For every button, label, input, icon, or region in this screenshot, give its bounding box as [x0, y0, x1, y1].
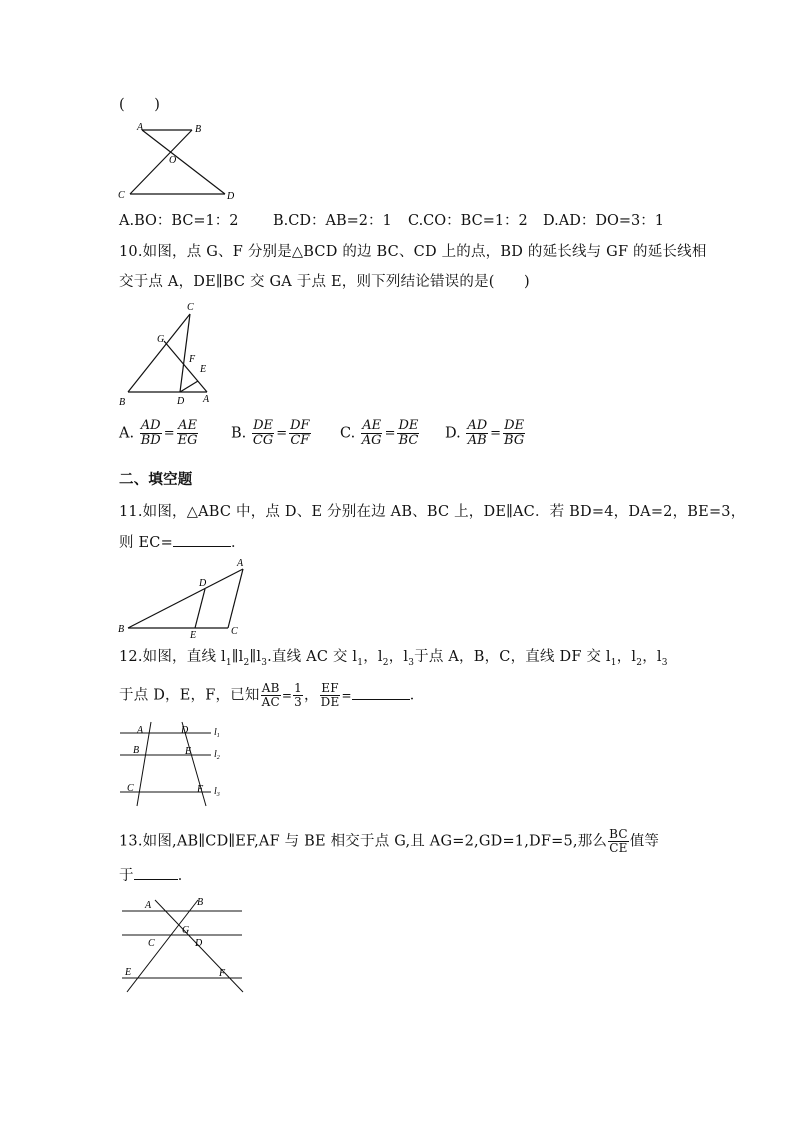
q13-label-a: A	[145, 900, 152, 911]
q11-label-b: B	[118, 624, 125, 635]
fraction: $\frac{AD}{BD}$	[140, 418, 161, 448]
q13-figure	[115, 890, 247, 994]
q12-answer-blank[interactable]	[352, 685, 410, 700]
fraction: $\frac{AE}{AG}$	[361, 418, 382, 448]
q13-label-d: D	[195, 938, 203, 949]
q12-figure	[115, 722, 235, 806]
q13-label-e: E	[125, 967, 132, 978]
q11-answer-blank[interactable]	[173, 532, 231, 547]
q10-option-d: D. $\frac{AD}{AB}$ = $\frac{DE}{BG}$	[445, 418, 525, 448]
q13-label-b: B	[197, 897, 204, 908]
q9-label-c: C	[118, 190, 125, 201]
fraction: $\frac{BC}{CE}$	[609, 827, 628, 855]
fraction: $\frac{DE}{BC}$	[398, 418, 419, 448]
q13-label-f: F	[219, 968, 226, 979]
q12-label-d: D	[181, 725, 189, 736]
q9-answer-paren: ( )	[119, 97, 161, 113]
q9-label-d: D	[227, 191, 235, 202]
q10-option-a: A. $\frac{AD}{BD}$ = $\frac{AE}{EG}$	[119, 418, 198, 448]
q11-text-line2: 则 EC= ．	[119, 532, 246, 553]
q12-label-e: E	[185, 746, 192, 757]
q9-option-d: D.AD：DO=3：1	[543, 213, 664, 229]
fraction: $\frac{1}{3}$	[294, 681, 302, 709]
q12-label-l2: $l_2$	[214, 749, 220, 761]
q9-option-b: B.CD：AB=2：1	[273, 213, 392, 229]
q10-label-d: D	[177, 396, 185, 407]
fraction: $\frac{DE}{CG}$	[252, 418, 274, 448]
q10-label-c: C	[187, 302, 194, 313]
q11-label-c: C	[231, 626, 238, 637]
q9-label-a: A	[137, 122, 144, 133]
q10-label-g: G	[157, 334, 165, 345]
q12-text-line1: 12.如图，直线 $l_1\parallel l_2\parallel l_3$.直线 AC 交 $l_1$，$l_2$，$l_3$于点 A，B，C，直线 DF 交 $l_1$，$l_2$，$l_3$	[119, 649, 668, 668]
fraction: $\frac{AB}{AC}$	[261, 681, 280, 709]
q12-label-a: A	[137, 725, 144, 736]
q11-text-line1: 11.如图，△ABC 中，点 D、E 分别在边 AB、BC 上，DE∥AC．若 BD=4，DA=2，BE=3，	[119, 504, 746, 520]
fraction: $\frac{AD}{AB}$	[467, 418, 488, 448]
q13-answer-blank[interactable]	[134, 865, 178, 880]
q12-label-f: F	[197, 784, 204, 795]
q12-label-c: C	[127, 783, 134, 794]
fraction: $\frac{DF}{CF}$	[290, 418, 310, 448]
fraction: $\frac{AE}{EG}$	[177, 418, 198, 448]
q9-figure	[115, 122, 245, 202]
q10-option-c: C. $\frac{AE}{AG}$ = $\frac{DE}{BC}$	[340, 418, 419, 448]
q11-label-e: E	[190, 630, 197, 641]
q13-text-line2: 于 ．	[119, 865, 192, 886]
q11-figure	[115, 556, 255, 641]
q10-label-b: B	[119, 397, 126, 408]
q13-text-line1: 13.如图,AB∥CD∥EF,AF 与 BE 相交于点 G,且 AG=2,GD=1,DF=5,那么 $\frac{BC}{CE}$ 值等	[119, 827, 660, 855]
q10-figure	[115, 302, 225, 408]
fraction: $\frac{DE}{BG}$	[504, 418, 525, 448]
section-heading-fill-in: 二、填空题	[119, 472, 193, 488]
q9-option-c: C.CO：BC=1：2	[408, 213, 528, 229]
q10-label-e: E	[200, 364, 207, 375]
q12-label-b: B	[133, 745, 140, 756]
q9-option-a: A.BO：BC=1：2	[119, 213, 239, 229]
q13-label-c: C	[148, 938, 155, 949]
fraction: $\frac{EF}{DE}$	[320, 681, 340, 709]
q9-label-b: B	[195, 124, 202, 135]
q13-label-g: G	[182, 925, 190, 936]
q10-text-line2: 交于点 A，DE∥BC 交 GA 于点 E，则下列结论错误的是( )	[119, 274, 530, 290]
q12-label-l1: $l_1$	[214, 727, 220, 739]
q10-text-line1: 10.如图，点 G、F 分别是△BCD 的边 BC、CD 上的点，BD 的延长线与 GF 的延长线相	[119, 244, 707, 260]
q11-label-d: D	[199, 578, 207, 589]
q11-label-a: A	[237, 558, 244, 569]
q9-label-o: O	[169, 155, 177, 166]
q10-label-a: A	[203, 394, 210, 405]
q10-option-b: B. $\frac{DE}{CG}$ = $\frac{DF}{CF}$	[231, 418, 310, 448]
q12-label-l3: $l_3$	[214, 786, 220, 798]
q10-label-f: F	[189, 354, 196, 365]
q12-text-line2: 于点 D，E，F，已知 $\frac{AB}{AC}$ = $\frac{1}{3}$ ， $\frac{EF}{DE}$ = ．	[119, 681, 425, 709]
